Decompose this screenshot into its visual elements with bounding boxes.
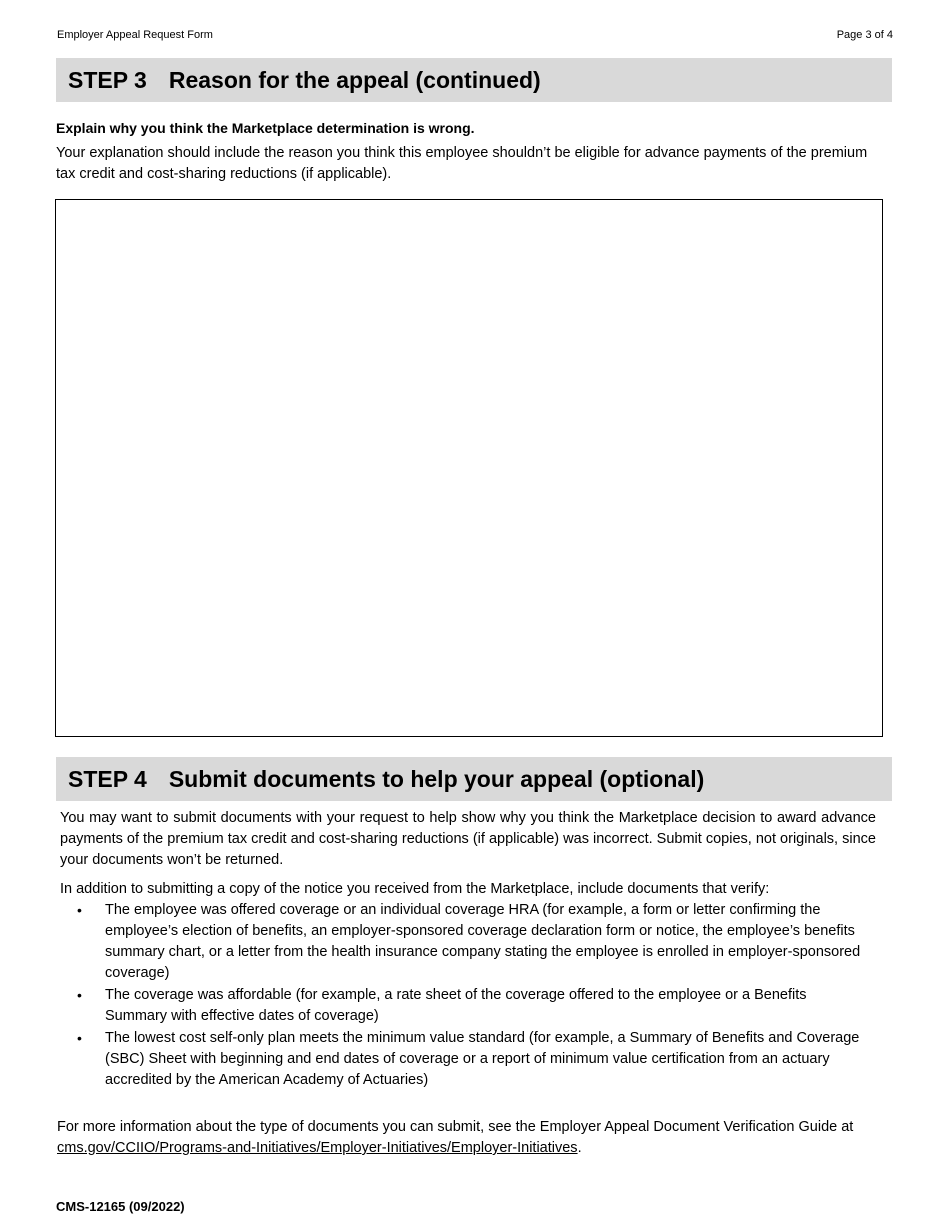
step4-paragraph-1: You may want to submit documents with your request to help show why you think the Marketplace decision to award advance payments of the premium tax credit and cost-sharing reductions (if applicable) was incorrect. Submit copies, not originals, since your documents won’t be returned. [60, 810, 876, 868]
verification-guide-link[interactable]: cms.gov/CCIIO/Programs-and-Initiatives/Employer-Initiatives/Employer-Initiatives [57, 1140, 578, 1156]
list-item [60, 1028, 870, 1091]
bullet-icon: • [77, 902, 82, 918]
page-number: Page 3 of 4 [836, 29, 893, 41]
step4-title [68, 757, 704, 801]
form-code-footer: CMS-12165 (09/2022) [56, 1199, 185, 1214]
step4-label: STEP 4 [68, 766, 147, 792]
list-item-text: The lowest cost self-only plan meets the minimum value standard (for example, a Summary of Benefits and Coverage (SBC) Sheet with beginning and end dates of coverage or a report of minimum value certification from an actuary accredited by the American Academy of Actuaries) [105, 1030, 860, 1088]
more-info-prefix: For more information about the type of documents you can submit, see the Employer Appeal Document Verification Guide at [57, 1119, 854, 1135]
more-info-paragraph [57, 1117, 887, 1159]
step3-instruction: Explain why you think the Marketplace determination is wrong. [56, 120, 475, 136]
step3-title [68, 58, 541, 102]
appeal-explanation-field[interactable] [55, 199, 883, 737]
list-item [60, 985, 870, 1027]
list-item [60, 900, 870, 984]
step4-title-text: Submit documents to help your appeal (optional) [168, 766, 705, 792]
list-item-text: The employee was offered coverage or an individual coverage HRA (for example, a form or letter confirming the employee’s election of benefits, an employer-sponsored coverage declaration form or notice, the employee’s benefits summary chart, or a letter from the health insurance company stating the employee is enrolled in employer-sponsored coverage) [105, 902, 861, 981]
list-item-text: The coverage was affordable (for example, a rate sheet of the coverage offered to the employee or a Benefits Summary with effective dates of coverage) [105, 987, 807, 1024]
step4-paragraph-2: In addition to submitting a copy of the notice you received from the Marketplace, include documents that verify: [60, 881, 770, 897]
bullet-icon: • [77, 1030, 82, 1046]
step3-label: STEP 3 [68, 67, 147, 93]
form-name-header: Employer Appeal Request Form [57, 29, 213, 41]
step3-title-text: Reason for the appeal (continued) [168, 67, 541, 93]
step3-description: Your explanation should include the reason you think this employee shouldn’t be eligible for advance payments of the premium tax credit and cost-sharing reductions (if applicable). [56, 145, 868, 182]
step3-header-bar [56, 58, 892, 102]
verification-document-list [60, 900, 870, 1092]
step4-header-bar [56, 757, 892, 801]
more-info-suffix: . [577, 1140, 582, 1156]
bullet-icon: • [77, 987, 82, 1003]
